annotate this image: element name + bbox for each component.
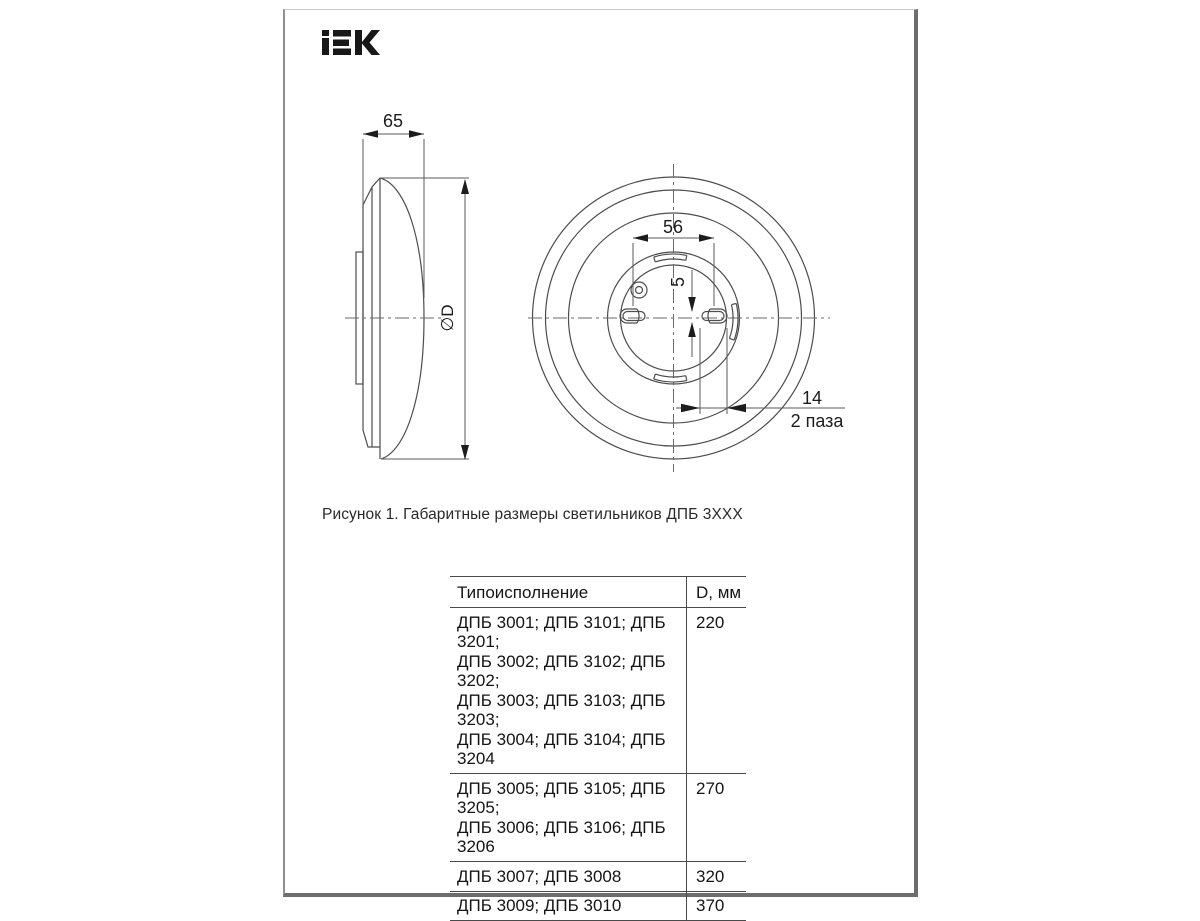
iek-logo — [322, 29, 380, 57]
type-cell — [450, 892, 686, 921]
type-line: ДПБ 3004; ДПБ 3104; ДПБ 3204 — [457, 730, 686, 769]
diameter-dim-label: ∅D — [438, 304, 457, 331]
type-line: ДПБ 3006; ДПБ 3106; ДПБ 3206 — [457, 818, 686, 857]
type-cell — [450, 774, 686, 861]
type-cell — [450, 608, 686, 773]
table-row — [450, 608, 746, 774]
header-diameter: D, мм — [686, 577, 746, 607]
slot-length-label: 14 — [802, 388, 822, 408]
type-line: ДПБ 3005; ДПБ 3105; ДПБ 3205; — [457, 779, 686, 818]
slot-width-label: 5 — [668, 277, 688, 287]
dimensions-table — [450, 576, 746, 921]
figure-caption: Рисунок 1. Габаритные размеры светильников ДПБ 3XXX — [322, 506, 743, 524]
header-type: Типоисполнение — [450, 577, 686, 607]
table-row — [450, 862, 746, 892]
table-row — [450, 774, 746, 862]
type-line: ДПБ 3009; ДПБ 3010 — [457, 896, 686, 916]
diameter-cell: 220 — [686, 608, 746, 773]
table-row — [450, 892, 746, 921]
iek-logo-icon — [322, 29, 380, 57]
slot-spacing-label: 56 — [663, 217, 683, 237]
type-line: ДПБ 3003; ДПБ 3103; ДПБ 3203; — [457, 691, 686, 730]
type-line: ДПБ 3002; ДПБ 3102; ДПБ 3202; — [457, 652, 686, 691]
diameter-cell: 370 — [686, 892, 746, 921]
diameter-cell: 270 — [686, 774, 746, 861]
diameter-cell: 320 — [686, 862, 746, 891]
type-cell — [450, 862, 686, 891]
type-line: ДПБ 3007; ДПБ 3008 — [457, 867, 686, 887]
slots-count-note: 2 паза — [791, 411, 845, 431]
table-header-row — [450, 577, 746, 608]
depth-dim-label: 65 — [383, 111, 403, 131]
type-line: ДПБ 3001; ДПБ 3101; ДПБ 3201; — [457, 613, 686, 652]
